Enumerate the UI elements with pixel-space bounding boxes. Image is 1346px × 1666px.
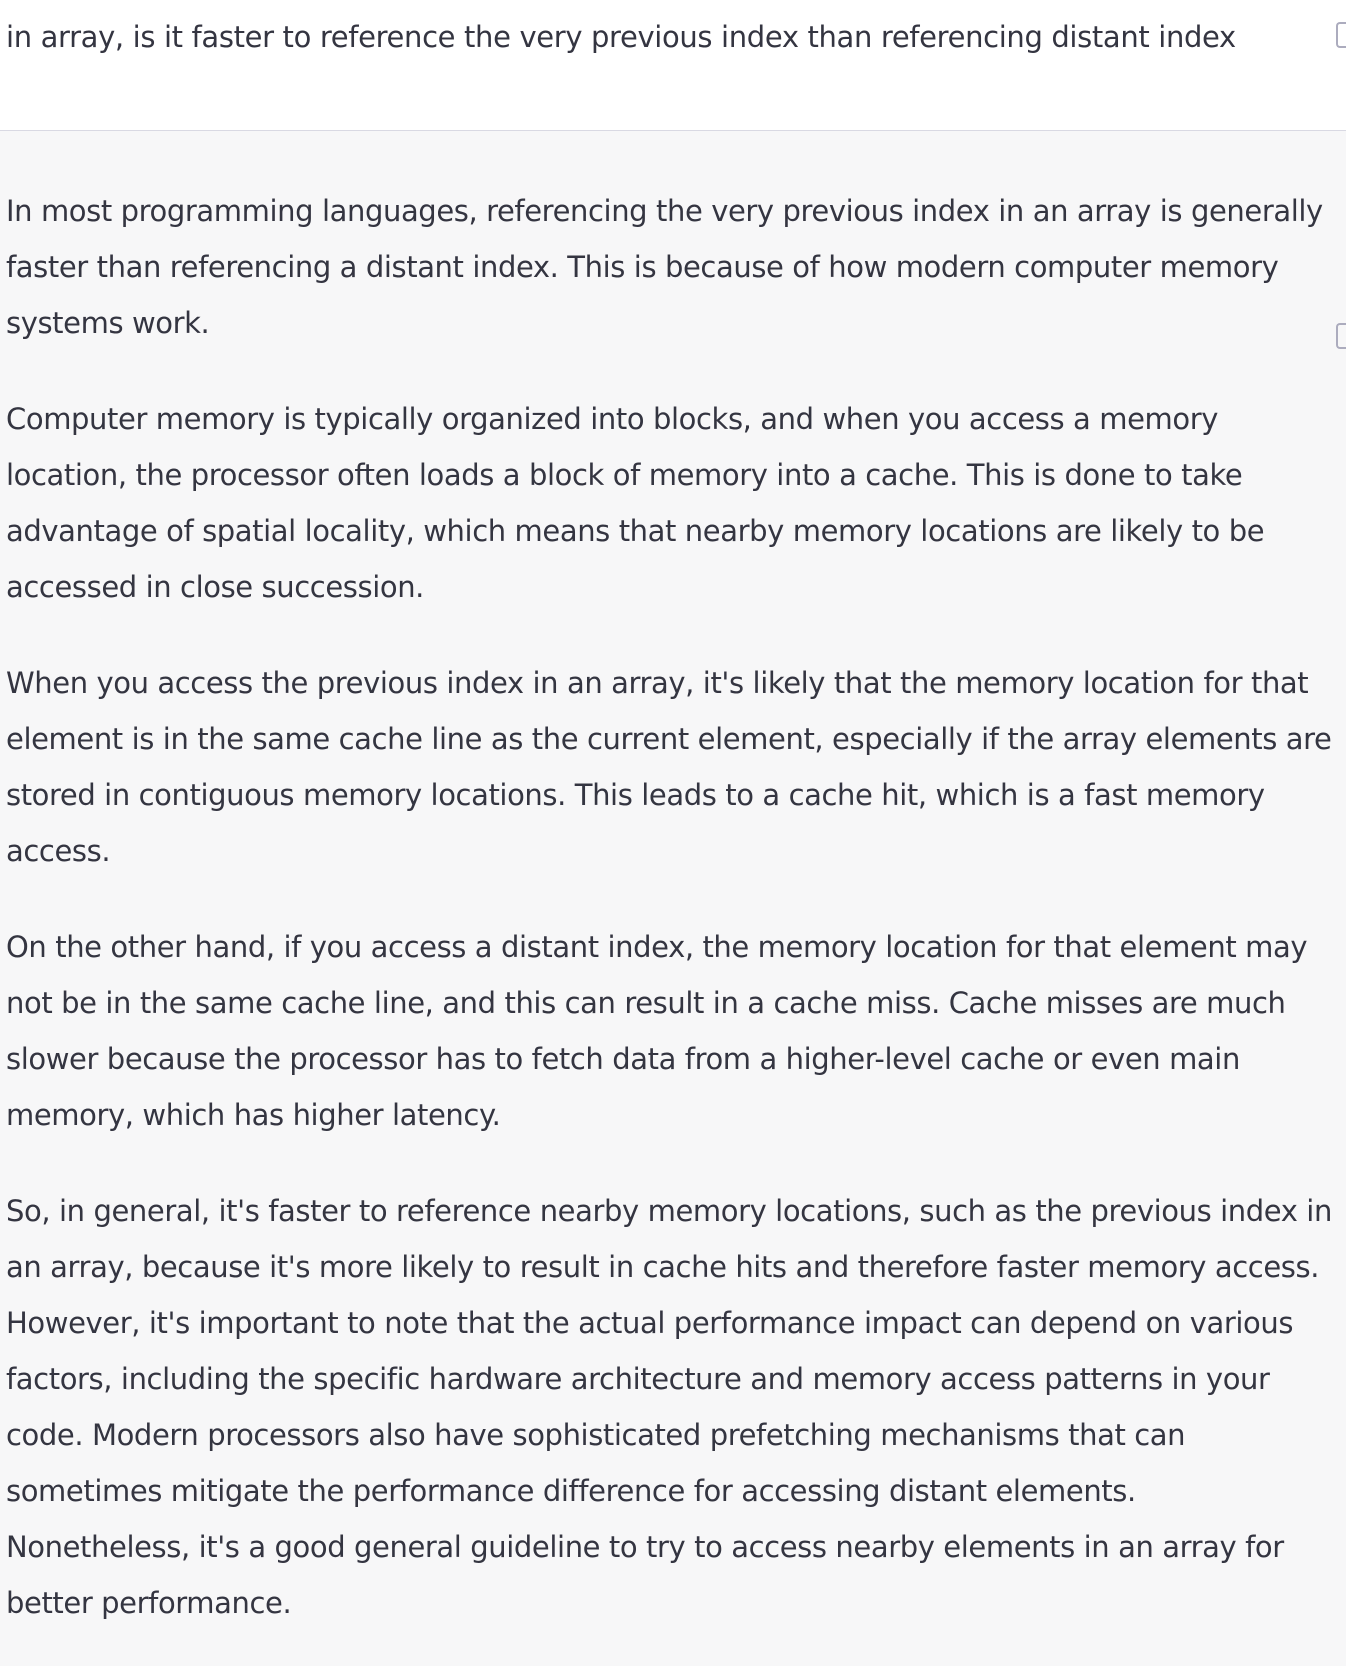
user-message-text: in array, is it faster to reference the very previous index than referencing distant index <box>6 20 1236 54</box>
assistant-message-block <box>0 131 1346 1666</box>
text-line: code. Modern processors also have sophisticated prefetching mechanisms that can <box>6 1418 1186 1452</box>
text-line: Computer memory is typically organized into blocks, and when you access a memory <box>6 402 1218 436</box>
text-line: faster than referencing a distant index. This is because of how modern computer memory <box>6 250 1279 284</box>
text-line: In most programming languages, referencing the very previous index in an array is generally <box>6 194 1323 228</box>
text-line: accessed in close succession. <box>6 570 424 604</box>
text-line: advantage of spatial locality, which means that nearby memory locations are likely to be <box>6 514 1265 548</box>
text-line: On the other hand, if you access a distant index, the memory location for that element may <box>6 930 1308 964</box>
user-message-block <box>0 0 1346 131</box>
assistant-response <box>6 183 1332 1666</box>
copy-icon[interactable] <box>1336 323 1346 349</box>
text-line: location, the processor often loads a block of memory into a cache. This is done to take <box>6 458 1243 492</box>
copy-icon[interactable] <box>1336 22 1346 48</box>
text-line: element is in the same cache line as the current element, especially if the array elements are <box>6 722 1332 756</box>
text-line: sometimes mitigate the performance difference for accessing distant elements. <box>6 1474 1136 1508</box>
text-line: memory, which has higher latency. <box>6 1098 501 1132</box>
text-line: Nonetheless, it's a good general guideline to try to access nearby elements in an array for <box>6 1530 1284 1564</box>
text-line: not be in the same cache line, and this can result in a cache miss. Cache misses are much <box>6 986 1286 1020</box>
text-line: However, it's important to note that the actual performance impact can depend on various <box>6 1306 1294 1340</box>
assistant-paragraph <box>6 391 1326 615</box>
text-line: When you access the previous index in an array, it's likely that the memory location for that <box>6 666 1309 700</box>
text-line: access. <box>6 834 111 868</box>
text-line: slower because the processor has to fetch data from a higher-level cache or even main <box>6 1042 1240 1076</box>
text-line: stored in contiguous memory locations. This leads to a cache hit, which is a fast memory <box>6 778 1265 812</box>
text-line: an array, because it's more likely to result in cache hits and therefore faster memory access. <box>6 1250 1320 1284</box>
text-line: systems work. <box>6 306 210 340</box>
text-line: So, in general, it's faster to reference nearby memory locations, such as the previous index in <box>6 1194 1332 1228</box>
assistant-paragraph <box>6 919 1326 1143</box>
text-line: factors, including the specific hardware architecture and memory access patterns in your <box>6 1362 1270 1396</box>
assistant-paragraph <box>6 183 1326 351</box>
text-line: better performance. <box>6 1586 292 1620</box>
assistant-paragraph <box>6 655 1332 879</box>
assistant-paragraph <box>6 1183 1332 1631</box>
